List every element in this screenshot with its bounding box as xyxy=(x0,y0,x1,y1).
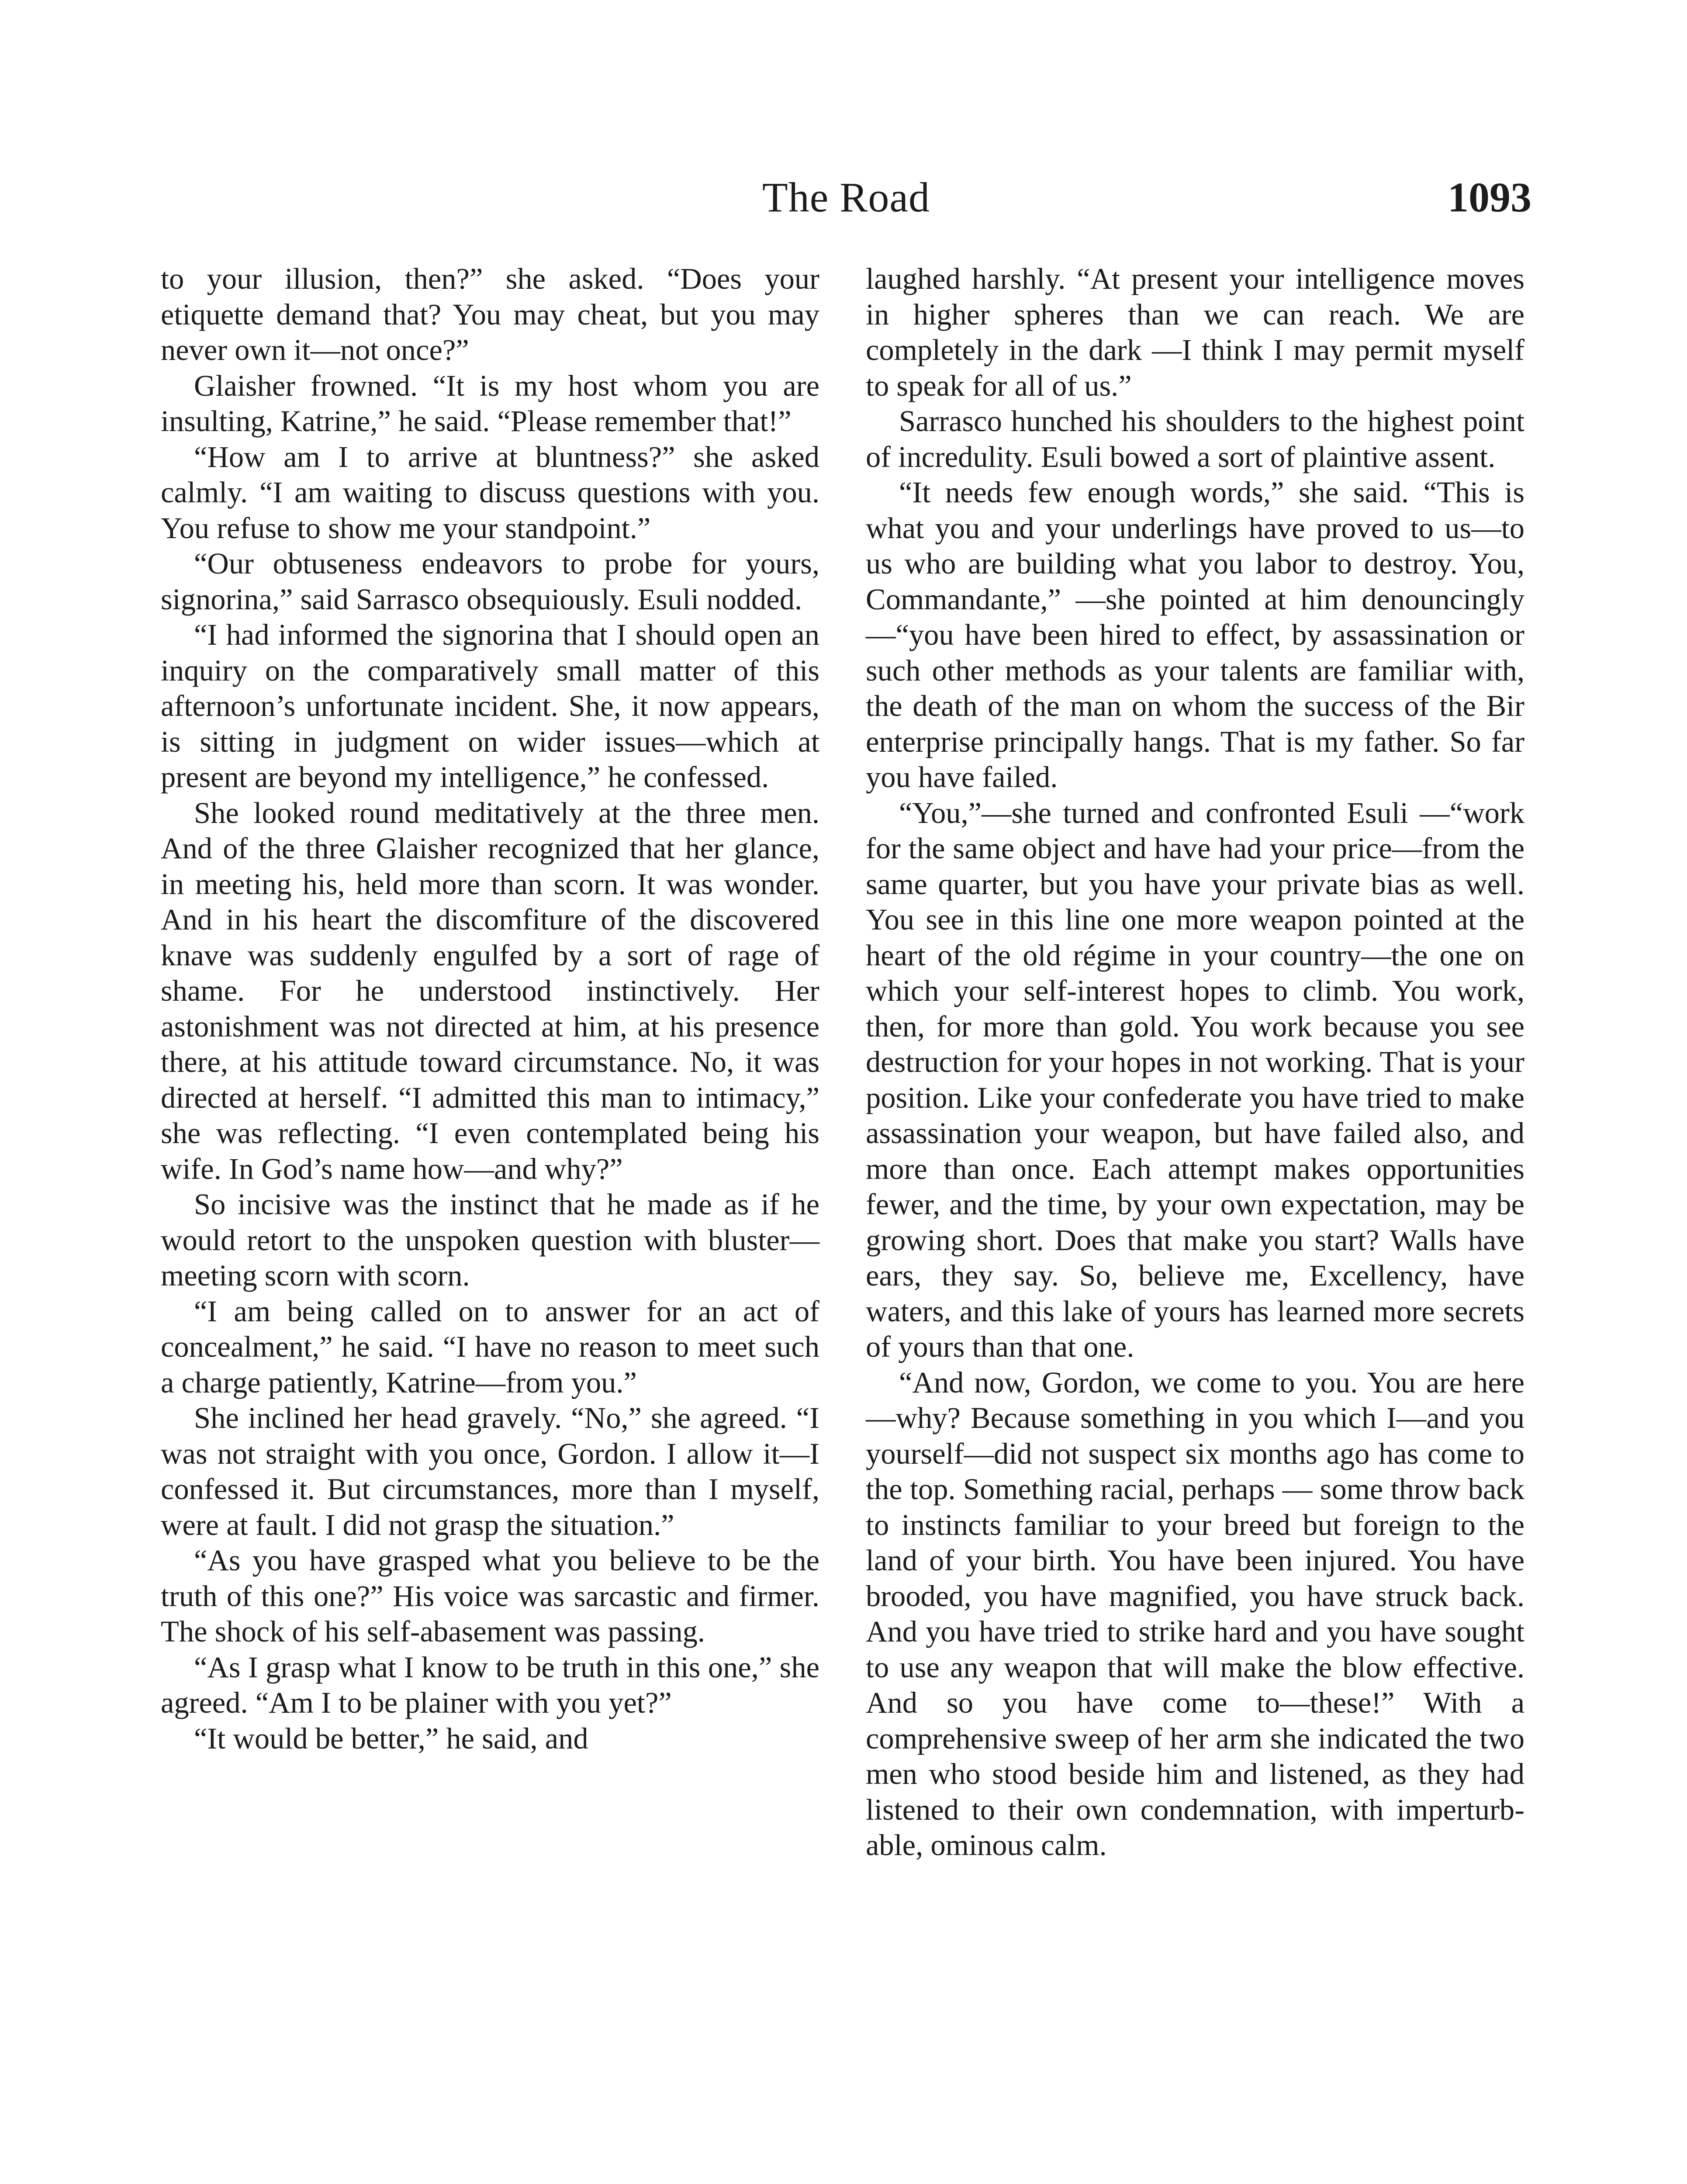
paragraph: “I had informed the signorina that I should open an inquiry on the comparatively small matter of this afternoon’s unfortunate incident. She, it now appears, is sitting in judgment on wider issues—which at present are beyond my intelligence,” he confessed. xyxy=(161,618,819,794)
paragraph: “It would be better,” he said, and xyxy=(194,1721,588,1755)
paragraph: “As you have grasped what you believe to be the truth of this one?” His voice was sarcastic and firmer. The shock of his self-abasement was passing. xyxy=(161,1544,819,1648)
paragraph: to your illusion, then?” she asked. “Does your etiquette demand that? You may cheat, but you may never own it—not once?” xyxy=(161,262,819,366)
page-header xyxy=(161,171,1531,224)
paragraph: She inclined her head gravely. “No,” she agreed. “I was not straight with you once, Gordon. I allow it—I confessed it. But circumstances, more than I myself, were at fault. I did not grasp the situation.” xyxy=(161,1401,819,1541)
right-column xyxy=(866,261,1525,1863)
page-number: 1093 xyxy=(1448,174,1531,221)
paragraph: “And now, Gordon, we come to you. You are here—why? Because something in you which I—and you yourself—did not suspect six months ago has come to the top. Something racial, perhaps — some throw back to instincts familiar to your breed but foreign to the land of your birth. You have been injured. You have brooded, you have magnified, you have struck back. And you have tried to strike hard and you have sought to use any weapon that will make the blow effective. And so you have come to—these!” With a comprehensive sweep of her arm she indicated the two men who stood beside him and listened, as they had listened to their own condemnation, with imperturbable, ominous calm. xyxy=(866,1365,1525,1862)
paragraph: So incisive was the instinct that he made as if he would retort to the unspoken question with bluster—meeting scorn with scorn. xyxy=(161,1188,819,1292)
paragraph: laughed harshly. “At present your intelligence moves in higher spheres than we can reach. We are completely in the dark —I think I may permit myself to speak for all of us.” xyxy=(866,262,1525,402)
paragraph: Glaisher frowned. “It is my host whom you are insulting, Katrine,” he said. “Please remember that!” xyxy=(161,369,819,438)
paragraph: She looked round meditatively at the three men. And of the three Glaisher recognized that her glance, in meeting his, held more than scorn. It was wonder. And in his heart the discomfiture of the discovered knave was suddenly engulfed by a sort of rage of shame. For he understood instinctively. Her astonishment was not directed at him, at his presence there, at his attitude toward circumstance. No, it was directed at herself. “I admitted this man to intimacy,” she was reflecting. “I even contemplated being his wife. In God’s name how—and why?” xyxy=(161,796,819,1185)
left-column xyxy=(161,261,819,1756)
paragraph: Sarrasco hunched his shoulders to the highest point of incredulity. Esuli bowed a sort of plaintive assent. xyxy=(866,404,1525,473)
running-title: The Road xyxy=(762,174,930,221)
paragraph: “You,”—she turned and confronted Esuli —“work for the same object and have had your price—from the same quarter, but you have your private bias as well. You see in this line one more weapon pointed at the heart of the old régime in your country—the one on which your self-interest hopes to climb. You work, then, for more than gold. You work because you see destruction for your hopes in not working. That is your position. Like your confederate you have tried to make assassination your weapon, but have failed also, and more than once. Each attempt makes opportunities fewer, and the time, by your own expectation, may be growing short. Does that make you start? Walls have ears, they say. So, believe me, Excellency, have waters, and this lake of yours has learned more secrets of yours than that one. xyxy=(866,796,1525,1363)
paragraph: “I am being called on to answer for an act of concealment,” he said. “I have no reason to meet such a charge patiently, Katrine—from you.” xyxy=(161,1294,819,1399)
paragraph: “How am I to arrive at bluntness?” she asked calmly. “I am waiting to discuss questions with you. You refuse to show me your standpoint.” xyxy=(161,440,819,545)
paragraph: “It needs few enough words,” she said. “This is what you and your underlings have proved to us—to us who are building what you labor to destroy. You, Commandante,” —she pointed at him denouncingly—“you have been hired to effect, by assassination or such other methods as your talents are familiar with, the death of the man on whom the success of the Bir enterprise principally hangs. That is my father. So far you have failed. xyxy=(866,476,1525,794)
paragraph: “As I grasp what I know to be truth in this one,” she agreed. “Am I to be plainer with you yet?” xyxy=(161,1650,819,1719)
paragraph: “Our obtuseness endeavors to probe for yours, signorina,” said Sarrasco obsequiously. Esuli nodded. xyxy=(161,547,819,616)
